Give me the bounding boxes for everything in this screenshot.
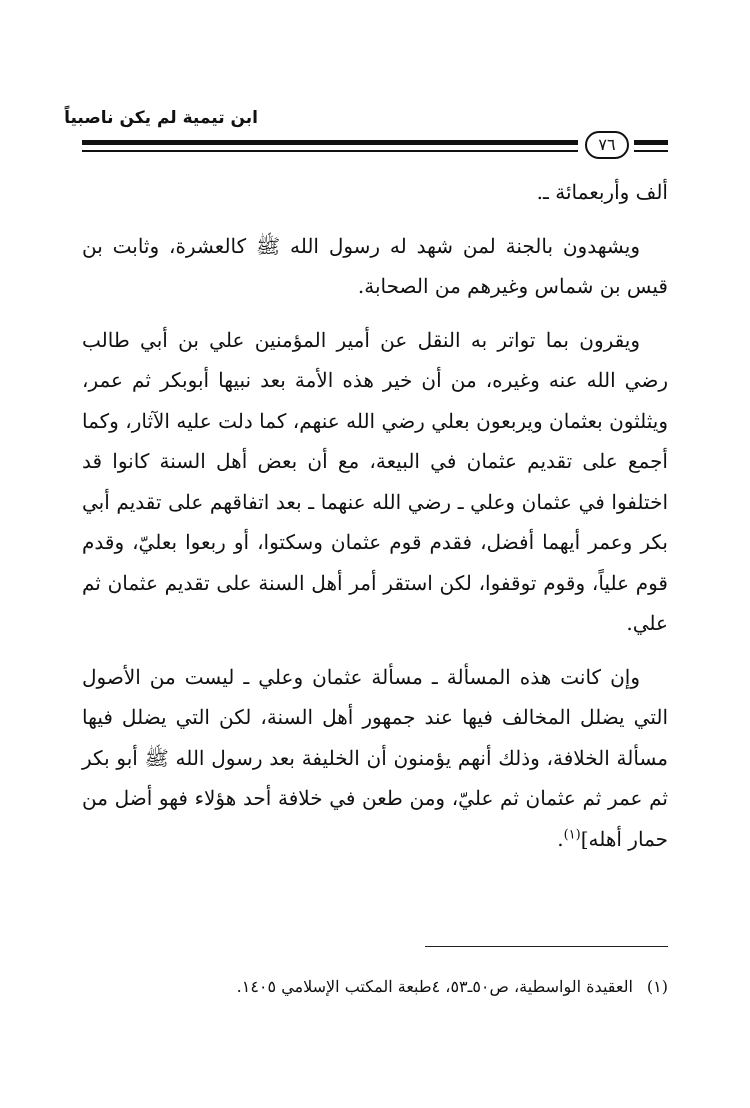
main-text [82,172,668,872]
header-rule-left [82,140,578,152]
footnote-text: العقيدة الواسطية، ص٥٠ـ٥٣، ٤طبعة المكتب الإسلامي ١٤٠٥. [236,977,633,996]
footnote-reference: (١) [563,826,581,842]
paragraph-4 [82,657,668,860]
running-header-title: ابن تيمية لم يكن ناصبياً [64,108,258,128]
footnote [82,975,668,999]
paragraph-3: ويقرون بما تواتر به النقل عن أمير المؤمنين علي بن أبي طالب رضي الله عنه وغيره، من أن خير هذه الأمة بعد نبيها أبوبكر ثم عمر، ويثلثون بعثمان ويربعون بعلي رضي الله عنهم، كما دلت عليه الآثار، وكما أجمع على تقديم عثمان في البيعة، مع أن بعض أهل السنة كانوا قد اختلفوا في عثمان وعلي ـ رضي الله عنهما ـ بعد اتفاقهم على تقديم أبي بكر وعمر أيهما أفضل، فقدم قوم عثمان وسكتوا، أو ربعوا بعليّ، وقدم قوم علياً، وقوم توقفوا، لكن استقر أمر أهل السنة على تقديم عثمان ثم علي. [82,327,668,635]
page-number-badge: ٧٦ [585,131,629,159]
footnote-separator [425,946,668,947]
footnote-number: (١) [646,977,668,996]
paragraph-4-end: . [557,826,564,851]
paragraph-2: ويشهدون بالجنة لمن شهد له رسول الله ﷺ كالعشرة، وثابت بن قيس بن شماس وغيرهم من الصحابة. [82,233,668,298]
paragraph-1: ألف وأربعمائة ـ. [536,180,668,204]
paragraph-4-text: وإن كانت هذه المسألة ـ مسألة عثمان وعلي ـ ليست من الأصول التي يضلل المخالف فيها عند جمهور أهل السنة، لكن التي يضلل فيها مسألة الخلافة، وذلك أنهم يؤمنون أن الخليفة بعد رسول الله ﷺ أبو بكر ثم عمر ثم عثمان ثم عليّ، ومن طعن في خلافة أحد هؤلاء فهو أضل من حمار أهله] [82,664,668,851]
header-rule-right [634,140,668,152]
